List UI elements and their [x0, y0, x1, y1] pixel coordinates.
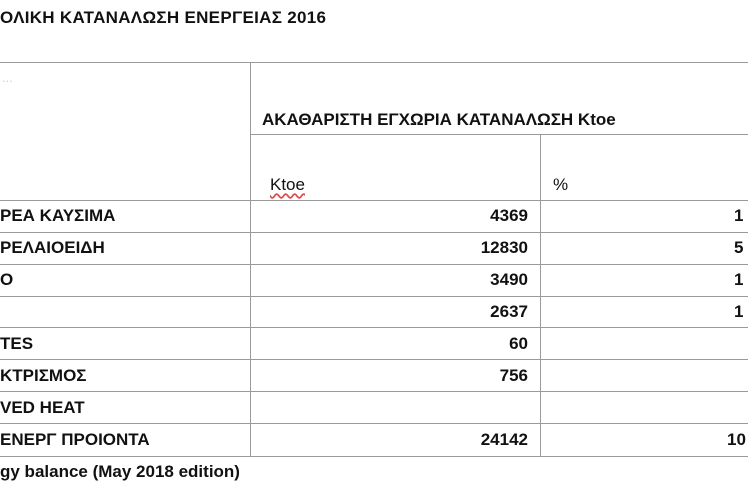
rule-table-bottom	[0, 456, 748, 457]
row-percent: 1	[734, 206, 744, 225]
faded-header-text: ...	[2, 70, 13, 85]
rule-top	[0, 62, 748, 63]
row-label: ΚΤΡΙΣΜΟΣ	[0, 366, 87, 385]
source-footnote: gy balance (May 2018 edition)	[0, 462, 240, 481]
rule-group-header	[250, 134, 748, 135]
row-percent: 5	[734, 238, 744, 257]
rule-row	[0, 232, 748, 233]
column-header-ktoe: Ktoe	[270, 175, 305, 194]
rule-row	[0, 391, 748, 392]
column-header-percent: %	[553, 175, 569, 194]
row-ktoe: 4369	[490, 206, 528, 225]
row-label: VED HEAT	[0, 398, 85, 417]
rule-row	[0, 327, 748, 328]
row-label: ΕΝΕΡΓ ΠΡΟΙΟΝΤΑ	[0, 430, 150, 449]
row-ktoe: 2637	[490, 302, 528, 321]
rule-col-ktoe	[540, 134, 541, 456]
rule-col-label	[250, 62, 251, 456]
rule-row	[0, 296, 748, 297]
row-label: ΡΕΑ ΚΑΥΣΙΜΑ	[0, 206, 116, 225]
row-percent: 10	[727, 430, 746, 449]
rule-header-bottom	[0, 200, 748, 201]
row-ktoe: 3490	[490, 270, 528, 289]
row-label: Ο	[0, 270, 14, 289]
row-ktoe: 60	[509, 334, 528, 353]
table-title: ΟΛΙΚΗ ΚΑΤΑΝΑΛΩΣΗ ΕΝΕΡΓΕΙΑΣ 2016	[0, 8, 327, 27]
row-percent: 1	[734, 302, 744, 321]
group-header: ΑΚΑΘΑΡΙΣΤΗ ΕΓΧΩΡΙΑ ΚΑΤΑΝΑΛΩΣΗ Ktoe	[262, 110, 616, 129]
row-ktoe: 24142	[480, 430, 528, 449]
row-percent: 1	[734, 270, 744, 289]
rule-row	[0, 264, 748, 265]
row-ktoe: 12830	[480, 238, 528, 257]
rule-row	[0, 423, 748, 424]
row-ktoe: 756	[499, 366, 528, 385]
row-label: ΡΕΛΑΙΟΕΙΔΗ	[0, 238, 105, 257]
rule-row	[0, 359, 748, 360]
row-label: TES	[0, 334, 34, 353]
